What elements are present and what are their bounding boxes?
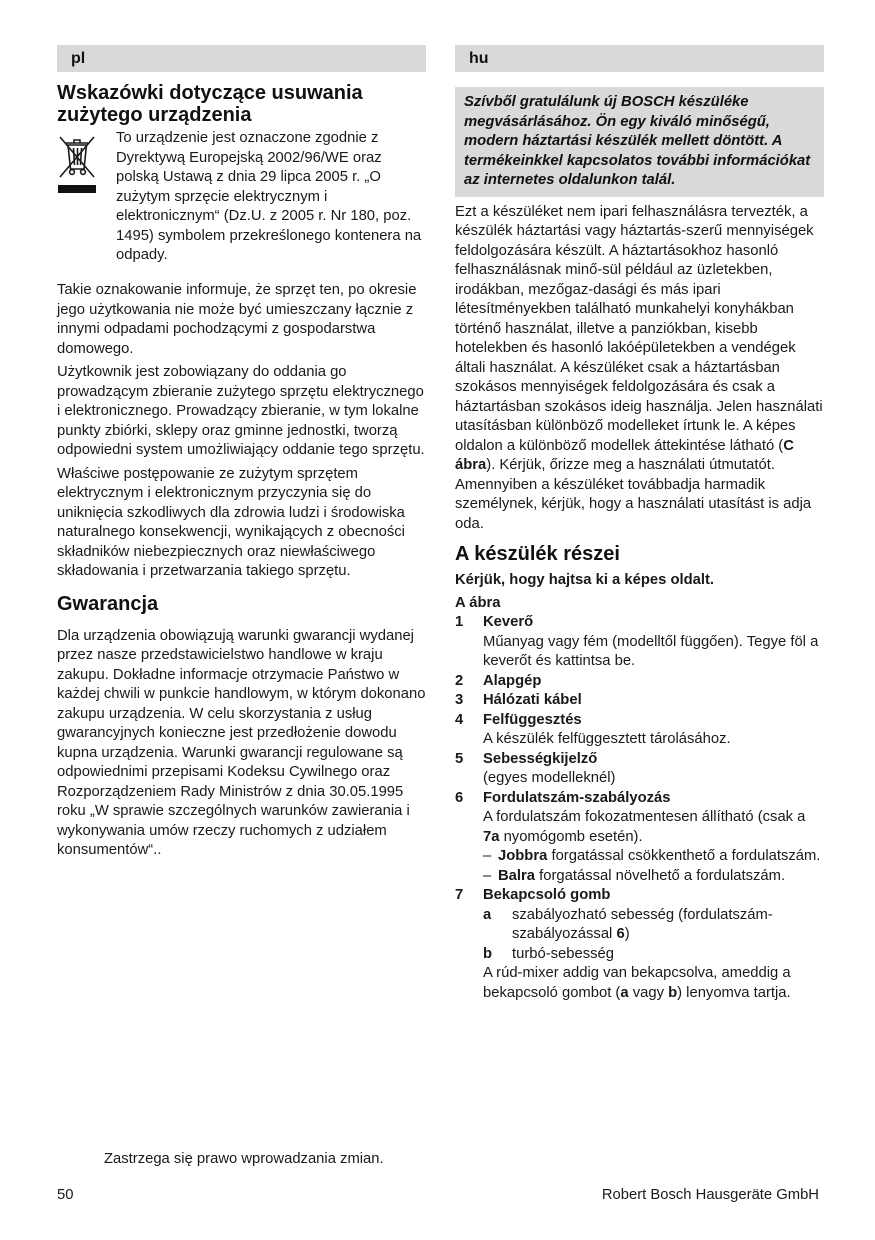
disposal-paragraph-1: Takie oznakowanie informuje, że sprzęt ten, po okresie jego użytkowania nie może być umieszczany łącznie z innymi odpadami pochodzącymi z gospodarstwa domowego.: [57, 282, 417, 357]
warranty-heading: Gwarancja: [57, 592, 159, 615]
button-7a-reference: 7a: [483, 828, 500, 845]
part-number: 6: [455, 789, 464, 806]
warranty-text: Dla urządzenia obowiązują warunki gwarancji wydanej przez nasze przedstawicielstwo handlowe w kraju zakupu. Dokładne informacje otrzymacie Państwo w każdej chwili w punkcie handlowym, w którym dokonano zakupu urządzenia. W celu skorzystania z usług gwarancyjnych konieczne jest przedłożenie dowodu kupna urządzenia. Warunki gwarancji regulowane są odpowiednimi przepisami Kodeksu Cywilnego oraz Rozporządzeniem Rady Ministrów z dnia 30.05.1995 roku „W sprawie szczególnych warunków zawierania i wykonywania umów rzeczy ruchomych z udziałem konsumentów“..: [57, 627, 426, 858]
hungarian-column: [455, 45, 824, 1003]
parts-list-item: [455, 672, 824, 692]
page-number: 50: [57, 1187, 74, 1203]
parts-list-item: [455, 886, 824, 1003]
part-title: Keverő: [483, 614, 534, 630]
sub-item-text: turbó-sebesség: [512, 945, 614, 962]
part-number: 3: [455, 692, 464, 708]
switch-note: [483, 964, 824, 1003]
switch-note-a: A rúd-mixer addig van bekapcsolva, ameddig a bekapcsoló gombot (: [483, 965, 791, 1001]
part-title: Bekapcsoló gomb: [483, 887, 611, 903]
switch-b-reference: b: [668, 984, 678, 1001]
parts-heading: A készülék részei: [455, 543, 620, 565]
sub-item: [483, 945, 824, 965]
part-title: Sebességkijelző: [483, 750, 598, 767]
part-title: Hálózati kábel: [483, 692, 582, 708]
sub-item-key: a: [483, 906, 492, 923]
part-description: [483, 808, 824, 847]
parts-list-item: [455, 613, 824, 672]
right-direction-label: Jobbra: [498, 848, 548, 864]
weee-text: To urządzenie jest oznaczone zgodnie z Dyrektywą Europejską 2002/96/WE oraz polską Ustawą z dnia 29 lipca 2005 r. „O zużytym sprzęcie elektrycznym i elektronicznym“ (Dz.U. z 2005 r. Nr 180, poz. 1495) symbolem przekreślonego kontenera na odpady.: [116, 130, 422, 263]
language-tab-hu: hu: [455, 45, 824, 72]
greeting-box: Szívből gratulálunk új BOSCH készüléke megvásárlásához. Ön egy kiváló minőségű, modern háztartási készülék mellett döntött. A termékeinkkel kapcsolatos további információkat az internetes oldalunkon talál.: [455, 87, 824, 197]
sub-item: [483, 906, 824, 945]
right-direction-text: forgatással csökkenthető a fordulatszám.: [547, 848, 821, 864]
sub-item-key: b: [483, 945, 493, 962]
dash-item: [483, 867, 824, 887]
parts-list-item: [455, 789, 824, 887]
part-description-a: A fordulatszám fokozatmentesen állítható (csak a: [483, 809, 806, 825]
parts-list-item: [455, 711, 824, 750]
part-number: 4: [455, 711, 464, 728]
changes-reserved-note: Zastrzega się prawo wprowadzania zmian.: [104, 1151, 384, 1167]
intro-text-b: ). Kérjük, őrizze meg a használati útmutatót. Amennyiben a készüléket továbbadja harmadik személynek, kérjük, hogy a használati utasítást is adja oda.: [455, 457, 812, 532]
dash-item: [483, 847, 824, 867]
part-title: Felfüggesztés: [483, 711, 582, 728]
sub-item-text-a: szabályozható sebesség (fordulatszám-szabályozással: [512, 906, 773, 942]
dash-mark: –: [483, 867, 492, 884]
switch-note-c: ) lenyomva tartja.: [677, 984, 791, 1001]
parts-list-item: [455, 691, 824, 711]
left-direction-text: forgatással növelhető a fordulatszám.: [535, 867, 786, 884]
part-number: 7: [455, 887, 464, 903]
left-direction-label: Balra: [498, 867, 536, 884]
crossed-out-wheelie-bin-icon: [57, 133, 97, 195]
part-description: Műanyag vagy fém (modelltől függően). Tegye föl a keverőt és kattintsa be.: [483, 633, 819, 669]
part-title: Fordulatszám-szabályozás: [483, 789, 671, 806]
part-description-b: nyomógomb esetén).: [499, 828, 643, 845]
part-number: 5: [455, 750, 464, 767]
weee-notice: [57, 129, 426, 281]
company-name: Robert Bosch Hausgeräte GmbH: [601, 1187, 819, 1203]
polish-column: [57, 45, 426, 861]
control-6-reference: 6: [616, 926, 625, 942]
switch-a-reference: a: [620, 984, 629, 1001]
disposal-paragraph-2: Użytkownik jest zobowiązany do oddania go prowadzącym zbieranie zużytego sprzętu elektrycznego i elektronicznego. Prowadzący zbieranie, w tym lokalne punkty zbiórki, sklepy oraz gminne jednostki, tworzą odpowiedni system umożliwiający oddanie tego sprzętu.: [57, 364, 425, 458]
intro-text: [455, 203, 824, 535]
disposal-heading: Wskazówki dotyczące usuwania zużytego urządzenia: [57, 82, 363, 126]
disposal-paragraph-3: Właściwe postępowanie ze zużytym sprzętem elektrycznym i elektronicznym przyczynia się do uniknięcia szkodliwych dla zdrowia ludzi i środowiska naturalnego konsekwencji, wynikających z obecności składników niebezpiecznych oraz niewłaściwego składowania i przetwarzania takiego sprzętu.: [57, 465, 405, 579]
part-description: (egyes modelleknél): [483, 770, 616, 786]
parts-list-item: [455, 750, 824, 789]
language-tab-pl: pl: [57, 45, 426, 72]
switch-note-mid: vagy: [628, 984, 669, 1001]
figure-c-reference: C ábra: [455, 437, 794, 473]
part-title: Alapgép: [483, 672, 542, 689]
fold-out-note: Kérjük, hogy hajtsa ki a képes oldalt.: [455, 572, 715, 588]
part-description: A készülék felfüggesztett tárolásához.: [483, 731, 731, 747]
intro-text-a: Ezt a készüléket nem ipari felhasználásra tervezték, a készülék háztartási vagy háztartás-szerű mennyiségek feldolgozására készült. A háztartásokhoz hasonló felhasználásnak minő-sül például az üzletekben, irodákban, mezőgaz-dasági és más ipari létesítményekben található munkahelyi konyhákban történő használat, illetve a panziókban, kisebb hotelekben és hasonló lakóépületekben a vendégek általi használat. A készüléket csak a háztartásban szokásos mennyiségek feldolgozására és csak a háztartásban szokásos ideig használja. Jelen használati utasításban különböző modelleket írtunk le. A képes oldalon a különböző modellek áttekintése látható (: [455, 203, 823, 454]
figure-a-label: A ábra: [455, 594, 501, 611]
part-number: 1: [455, 614, 464, 630]
dash-mark: –: [483, 848, 492, 864]
part-number: 2: [455, 672, 464, 689]
sub-item-text-b: ): [624, 926, 630, 942]
